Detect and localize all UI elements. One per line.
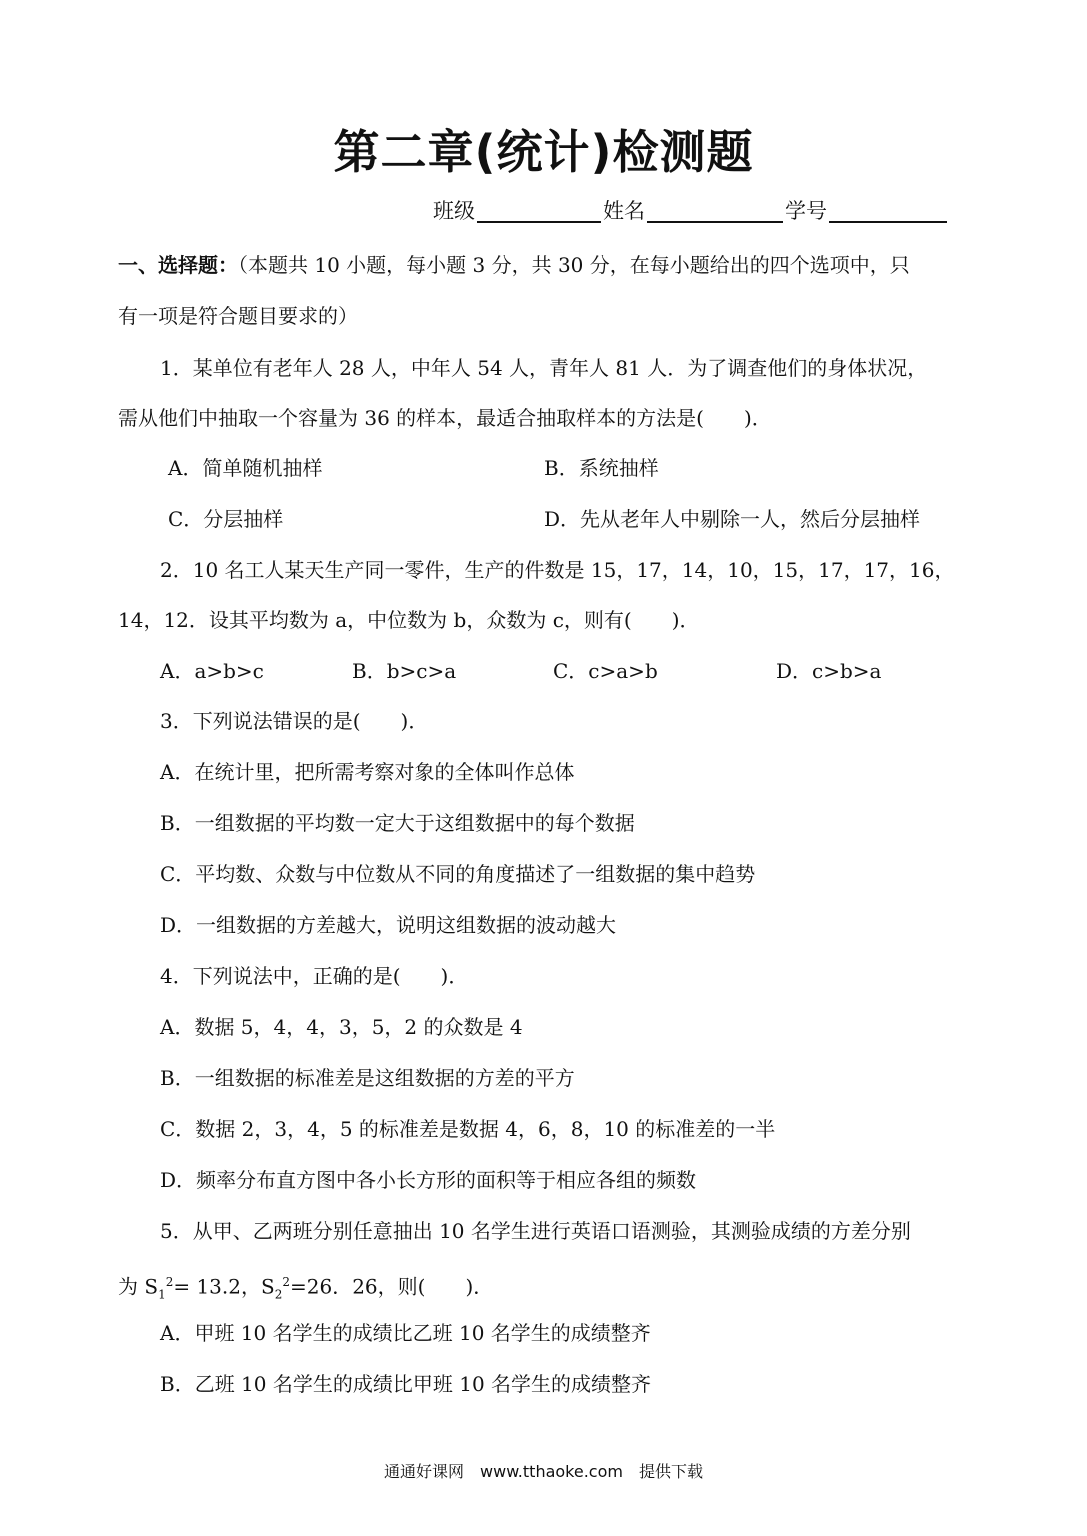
q5-s1-value: = 13.2，S bbox=[173, 1274, 275, 1299]
q4-option-c: C．数据 2，3，4，5 的标准差是数据 4，6，8，10 的标准差的一半 bbox=[160, 1117, 776, 1141]
q5-s1-subscript: 1 bbox=[158, 1287, 166, 1302]
q4-stem: 4．下列说法中，正确的是( )． bbox=[160, 964, 469, 988]
class-blank[interactable] bbox=[477, 197, 601, 223]
section-intro-text: （本题共 10 小题，每小题 3 分，共 30 分，在每小题给出的四个选项中，只 bbox=[238, 253, 910, 277]
q5-s1-superscript: 2 bbox=[165, 1275, 174, 1289]
q2-stem-line-1: 2．10 名工人某天生产同一零件，生产的件数是 15，17，14，10，15，17，17，16， bbox=[160, 558, 955, 582]
q2-option-b: B．b>c>a bbox=[352, 659, 457, 683]
q1-stem-line-2: 需从他们中抽取一个容量为 36 的样本，最适合抽取样本的方法是( )． bbox=[118, 406, 772, 430]
q4-option-b: B．一组数据的标准差是这组数据的方差的平方 bbox=[160, 1066, 575, 1090]
class-label: 班级 bbox=[433, 199, 475, 223]
q5-option-b: B．乙班 10 名学生的成绩比甲班 10 名学生的成绩整齐 bbox=[160, 1372, 652, 1396]
q5-option-a: A．甲班 10 名学生的成绩比乙班 10 名学生的成绩整齐 bbox=[160, 1321, 651, 1345]
q1-option-a: A．简单随机抽样 bbox=[168, 456, 323, 480]
q5-s2-subscript: 2 bbox=[274, 1287, 283, 1302]
q3-stem: 3．下列说法错误的是( )． bbox=[160, 709, 429, 733]
q5-stem-line-1: 5．从甲、乙两班分别任意抽出 10 名学生进行英语口语测验，其测验成绩的方差分别 bbox=[160, 1219, 911, 1243]
q5-stem-line-2 bbox=[118, 1267, 493, 1310]
student-info-fields bbox=[433, 196, 949, 226]
q1-option-c: C．分层抽样 bbox=[168, 507, 284, 531]
q5-s2-value: =26．26，则( )． bbox=[289, 1274, 494, 1299]
id-blank[interactable] bbox=[829, 197, 947, 223]
q5-s2-superscript: 2 bbox=[282, 1275, 290, 1289]
q5-prefix: 为 S bbox=[118, 1274, 159, 1299]
section-heading: 一、选择题： bbox=[118, 253, 238, 277]
q1-stem-line-1: 1．某单位有老年人 28 人，中年人 54 人，青年人 81 人．为了调查他们的身体状况， bbox=[160, 356, 928, 380]
q4-option-d: D．频率分布直方图中各小长方形的面积等于相应各组的频数 bbox=[160, 1168, 697, 1192]
name-label: 姓名 bbox=[603, 199, 645, 223]
page-title: 第二章(统计)检测题 bbox=[333, 125, 754, 179]
id-label: 学号 bbox=[785, 199, 827, 223]
q2-option-c: C．c>a>b bbox=[553, 659, 658, 683]
q3-option-c: C．平均数、众数与中位数从不同的角度描述了一组数据的集中趋势 bbox=[160, 862, 756, 886]
section-intro-line-2: 有一项是符合题目要求的） bbox=[118, 304, 358, 328]
q3-option-d: D．一组数据的方差越大，说明这组数据的波动越大 bbox=[160, 913, 617, 937]
q2-stem-line-2: 14，12．设其平均数为 a，中位数为 b，众数为 c，则有( )． bbox=[118, 608, 700, 632]
section-intro-line-1 bbox=[118, 250, 910, 280]
name-blank[interactable] bbox=[647, 197, 783, 223]
q1-option-d: D．先从老年人中剔除一人，然后分层抽样 bbox=[544, 507, 921, 531]
q3-option-a: A．在统计里，把所需考察对象的全体叫作总体 bbox=[160, 760, 575, 784]
q3-option-b: B．一组数据的平均数一定大于这组数据中的每个数据 bbox=[160, 811, 635, 835]
q2-option-d: D．c>b>a bbox=[776, 659, 882, 683]
q4-option-a: A．数据 5，4，4，3，5，2 的众数是 4 bbox=[160, 1015, 523, 1039]
q1-option-b: B．系统抽样 bbox=[544, 456, 659, 480]
q2-option-a: A．a>b>c bbox=[160, 659, 264, 683]
page-footer: 通通好课网 www.tthaoke.com 提供下载 bbox=[384, 1462, 703, 1481]
